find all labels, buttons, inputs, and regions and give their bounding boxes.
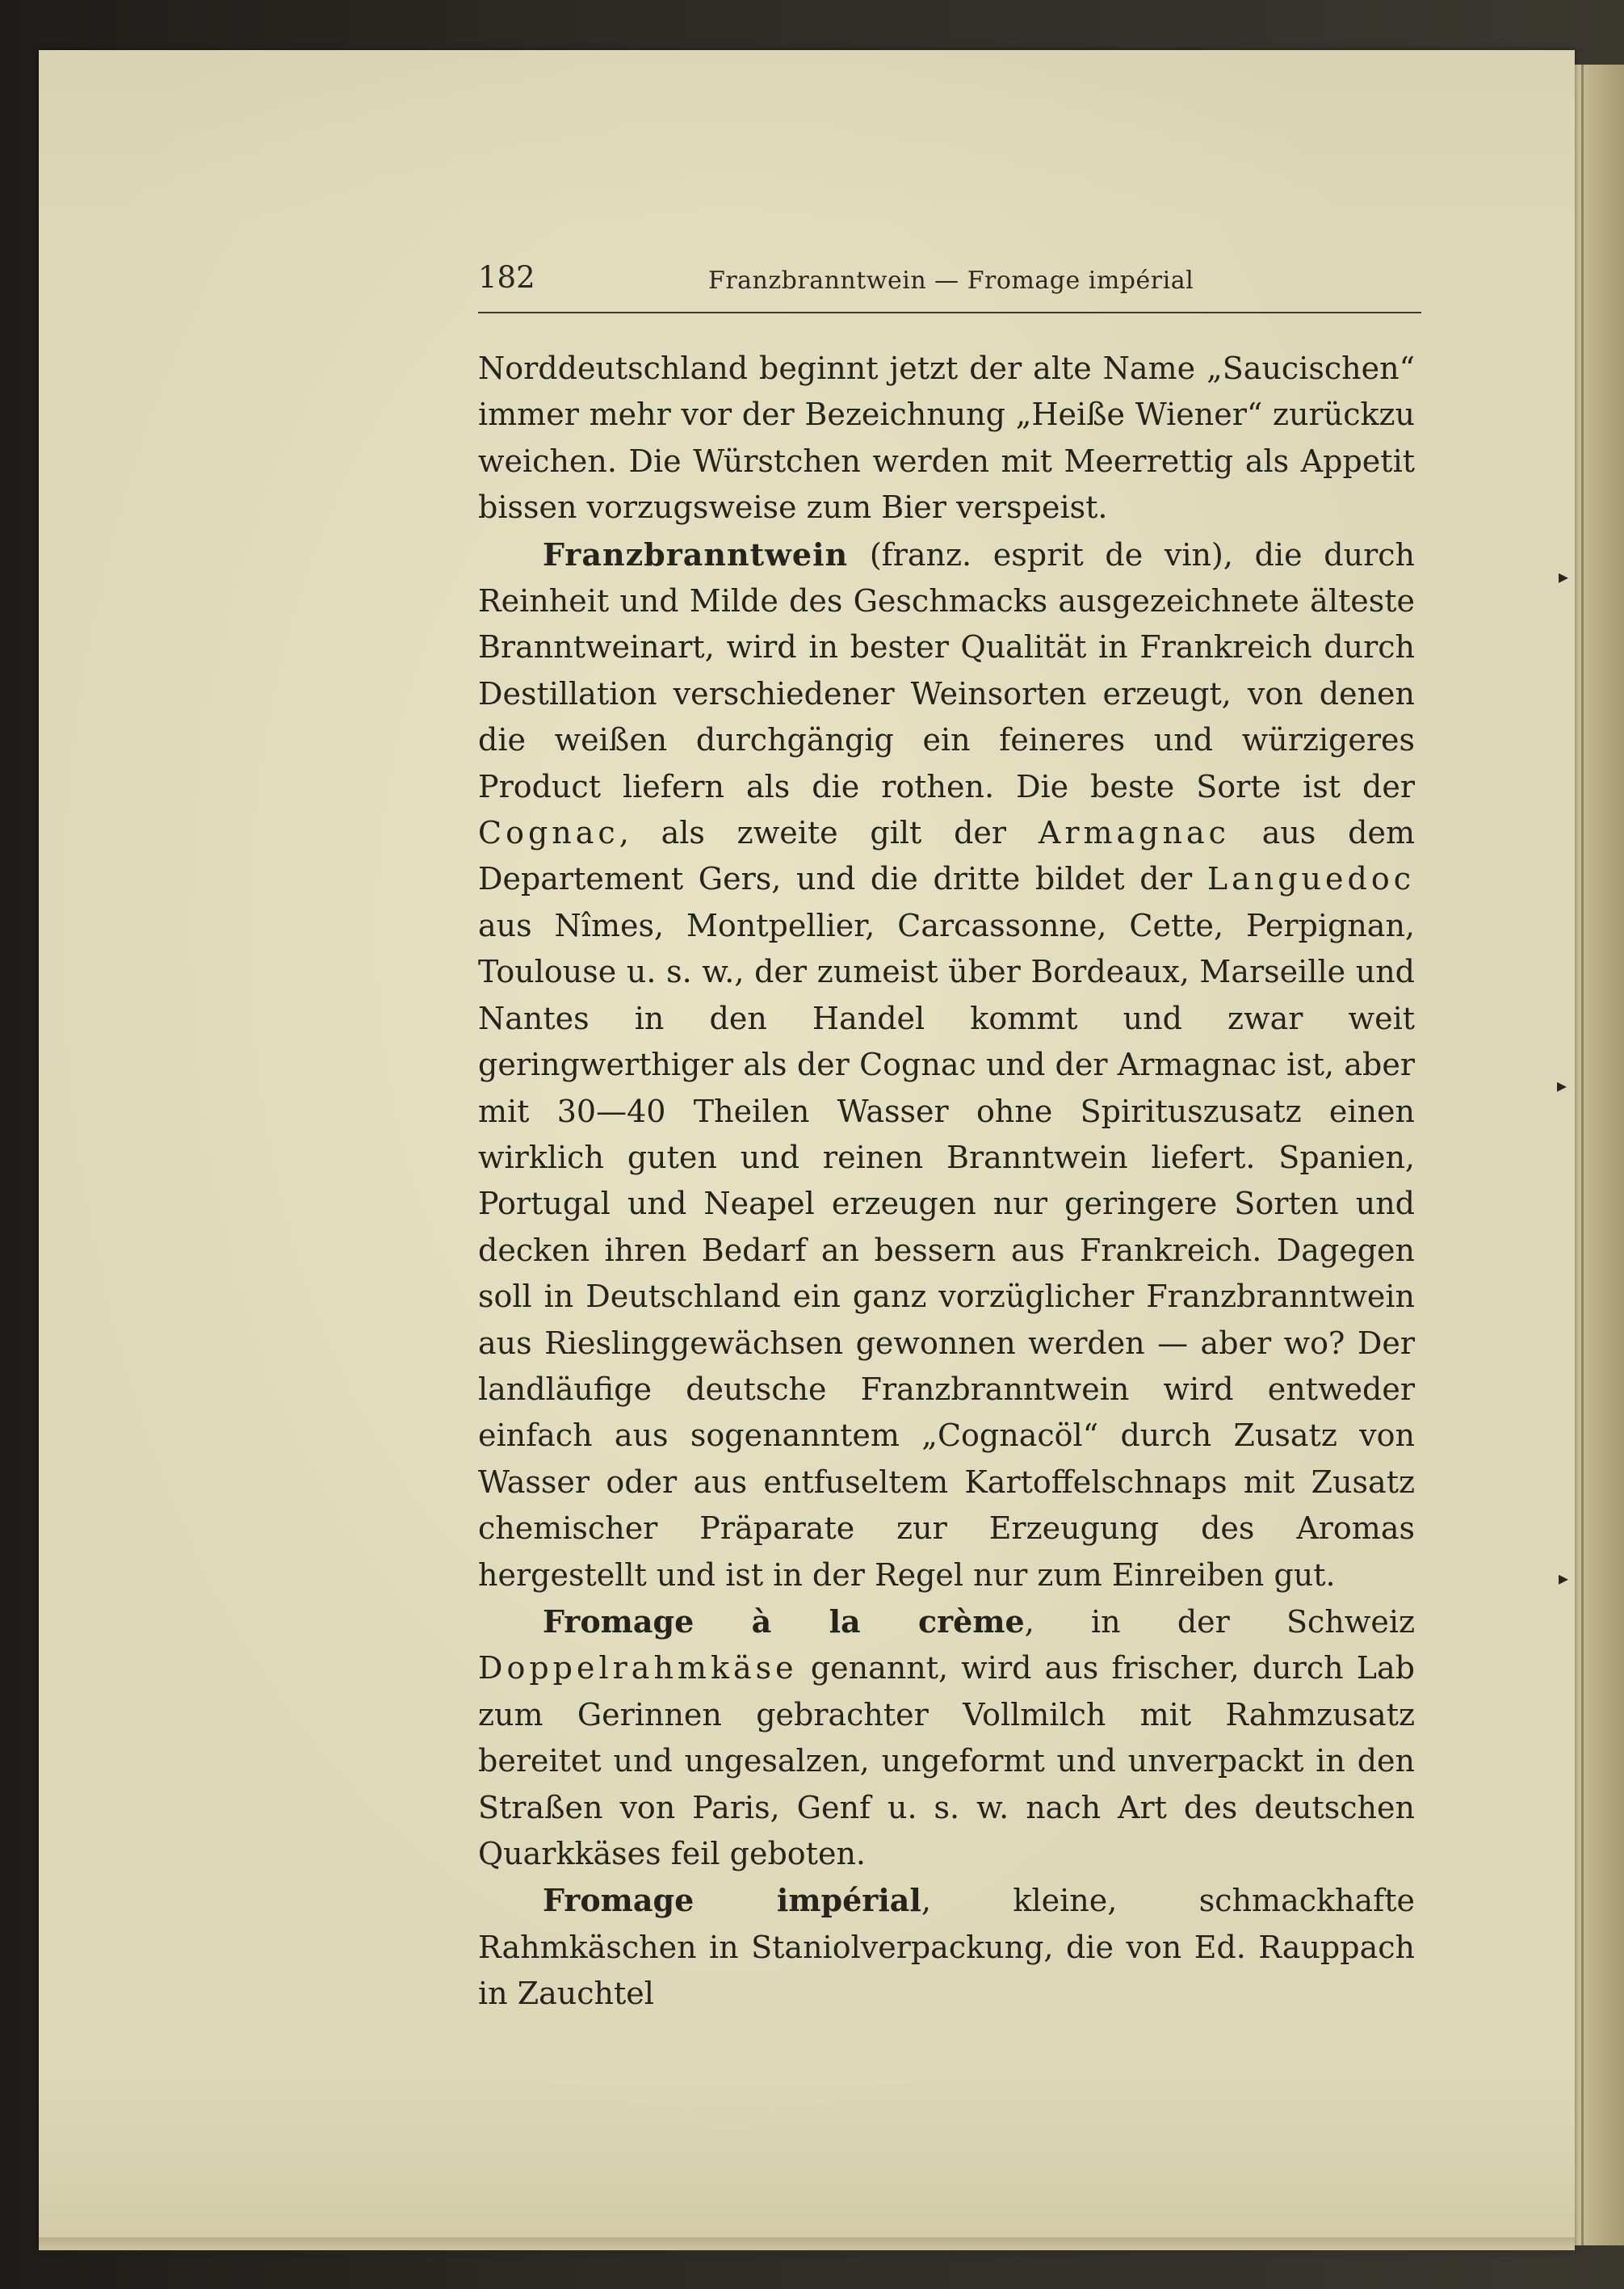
- margin-mark: ▸: [1559, 565, 1569, 588]
- running-title: Franzbranntwein — Fromage impérial: [708, 267, 1194, 295]
- spaced-term: Languedoc: [1206, 861, 1415, 897]
- paragraph-continued: [478, 346, 1415, 531]
- entry-text: aus dem Departement Gers, und die dritte bildet der: [478, 815, 1415, 897]
- entry-fromage-a-la-creme: [478, 1598, 1415, 1877]
- margin-mark: ▸: [1557, 1074, 1567, 1097]
- spaced-term: Cognac: [478, 815, 619, 851]
- page-bottom-shadow: [39, 2237, 1575, 2253]
- entry-headword: Franzbranntwein: [543, 536, 849, 573]
- entry-text: aus Nîmes, Montpellier, Carcassonne, Cette, Perpignan, Toulouse u. s. w., der zumeist über Bordeaux, Marseille und Nantes in den Handel kommt und zwar weit geringwerthiger als der Cognac und der Armagnac ist, aber mit 30—40 Theilen Wasser ohne Spirituszusatz einen wirklich guten und reinen Branntwein liefert. Spanien, Portugal und Neapel erzeugen nur geringere Sorten und decken ihren Bedarf an bessern aus Frankreich. Dagegen soll in Deutschland ein ganz vorzüglicher Franzbranntwein aus Rieslinggewächsen gewonnen werden — aber wo? Der landläufige deutsche Franzbranntwein wird entweder einfach aus sogenanntem „Cognacöl“ durch Zusatz von Wasser oder aus entfuseltem Kartoffelschnaps mit Zusatz chemischer Präparate zur Erzeugung des Aromas hergestellt und ist in der Regel nur zum Einreiben gut.: [478, 907, 1415, 1593]
- text-line: bissen vorzugsweise zum Bier verspeist.: [478, 489, 1108, 526]
- page-edge-line: [1581, 65, 1584, 2245]
- entry-text: , als zweite gilt der: [619, 815, 1039, 851]
- text-line: Norddeutschland beginnt jetzt der alte Name „Saucischen“: [478, 351, 1415, 386]
- margin-mark: ▸: [1559, 1567, 1569, 1590]
- entry-franzbranntwein: [478, 531, 1415, 1598]
- entry-text: , kleine, schmackhafte Rahmkäschen in Staniolverpackung, die von Ed. Rauppach in Zauchtel: [478, 1883, 1415, 2012]
- entry-headword: Fromage à la crème: [543, 1602, 1025, 1640]
- spaced-term: Armagnac: [1038, 815, 1230, 851]
- spaced-term: Doppelrahmkäse: [478, 1650, 798, 1686]
- entry-fromage-imperial: [478, 1877, 1415, 2017]
- page-number: 182: [478, 260, 535, 295]
- entry-headword: Fromage impérial: [543, 1882, 921, 1919]
- text-line: weichen. Die Würstchen werden mit Meerrettig als Appetit: [478, 443, 1415, 479]
- entry-text: , in der Schweiz: [1024, 1603, 1415, 1640]
- body-text: [478, 346, 1415, 2018]
- entry-text: (franz. esprit de vin), die durch Reinheit und Milde des Geschmacks ausgezeichnete älteste Branntweinart, wird in bester Qualität in Frankreich durch Destillation verschiedener Weinsorten erzeugt, von denen die weißen durchgängig ein feineres und würzigeres Product liefern als die rothen. Die beste Sorte ist der: [478, 536, 1415, 804]
- page-header: [478, 260, 1421, 313]
- entry-text: genannt, wird aus frischer, durch Lab zum Gerinnen gebrachter Vollmilch mit Rahmzusatz bereitet und ungesalzen, ungeformt und unverpackt in den Straßen von Paris, Genf u. s. w. nach Art des deutschen Quarkkäses feil geboten.: [478, 1650, 1415, 1871]
- text-line: immer mehr vor der Bezeichnung „Heiße Wiener“ zurückzu: [478, 397, 1415, 433]
